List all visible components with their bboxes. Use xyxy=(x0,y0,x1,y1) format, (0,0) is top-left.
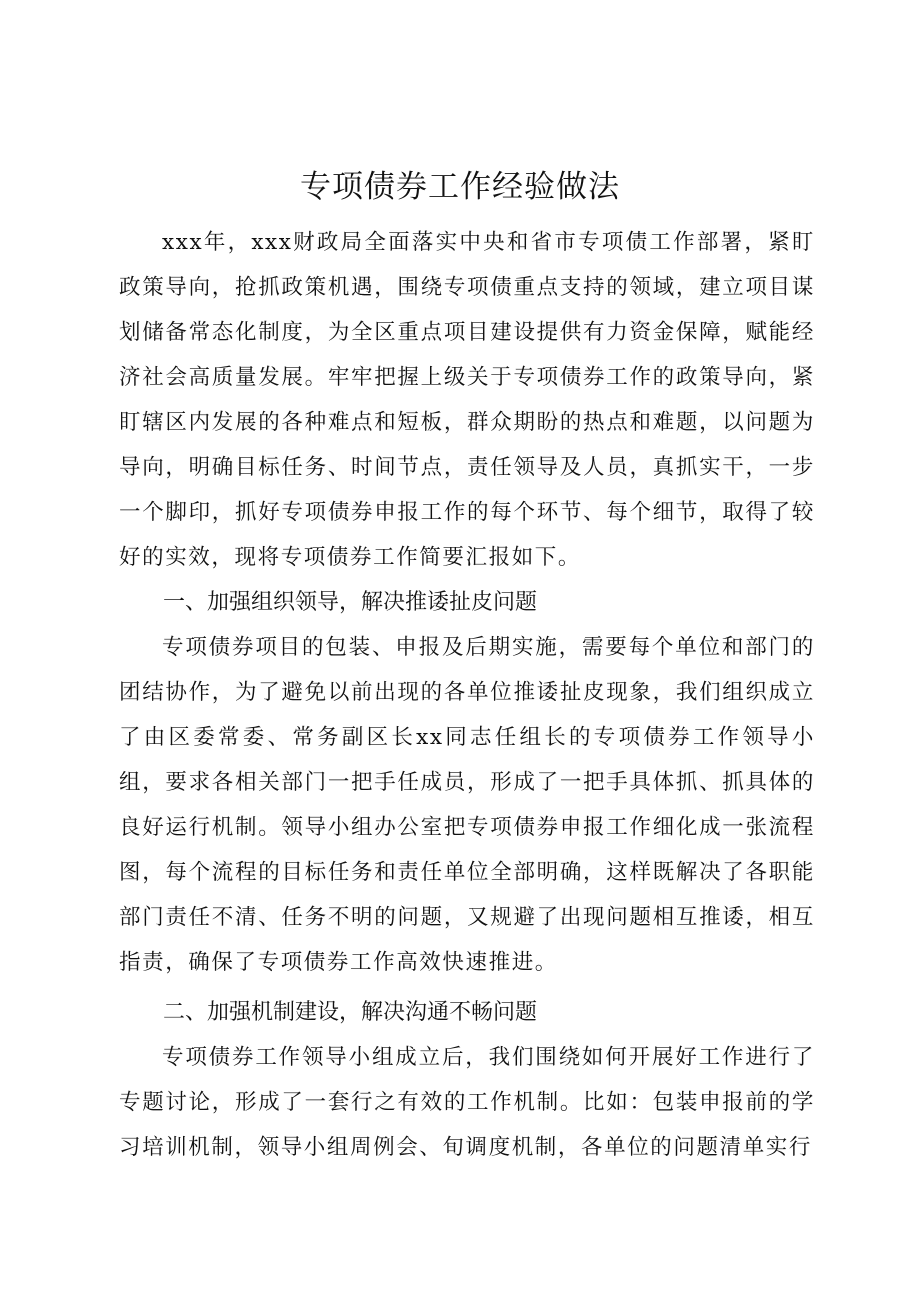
section-heading-2: 二、加强机制建设，解决沟通不畅问题 xyxy=(163,1000,538,1025)
section-paragraph-1: 专项债券项目的包装、申报及后期实施，需要每个单位和部门的团结协作，为了避免以前出现的各单位推诿扯皮现象，我们组织成立了由区委常委、常务副区长xx同志任组长的专项债券工作领导小组，要求各相关部门一把手任成员，形成了一把手具体抓、抓具体的良好运行机制。领导小组办公室把专项债券申报工作细化成一张流程图，每个流程的目标任务和责任单位全部明确，这样既解决了各职能部门责任不清、任务不明的问题，又规避了出现问题相互推诿，相互指责，确保了专项债券工作高效快速推进。 xyxy=(119,635,815,975)
document-title: 专项债券工作经验做法 xyxy=(300,169,620,205)
section-paragraph-2: 专项债券工作领导小组成立后，我们围绕如何开展好工作进行了专题讨论，形成了一套行之有效的工作机制。比如：包装申报前的学习培训机制，领导小组周例会、旬调度机制，各单位的问题清单实行 xyxy=(119,1045,815,1160)
intro-paragraph: xxx年，xxx财政局全面落实中央和省市专项债工作部署，紧盯政策导向，抢抓政策机遇，围绕专项债重点支持的领域，建立项目谋划储备常态化制度，为全区重点项目建设提供有力资金保障，赋能经济社会高质量发展。牢牢把握上级关于专项债券工作的政策导向，紧盯辖区内发展的各种难点和短板，群众期盼的热点和难题，以问题为导向，明确目标任务、时间节点，责任领导及人员，真抓实干，一步一个脚印，抓好专项债券申报工作的每个环节、每个细节，取得了较好的实效，现将专项债券工作简要汇报如下。 xyxy=(119,230,815,570)
document-body xyxy=(119,220,815,1170)
section-heading-1: 一、加强组织领导，解决推诿扯皮问题 xyxy=(163,590,538,615)
